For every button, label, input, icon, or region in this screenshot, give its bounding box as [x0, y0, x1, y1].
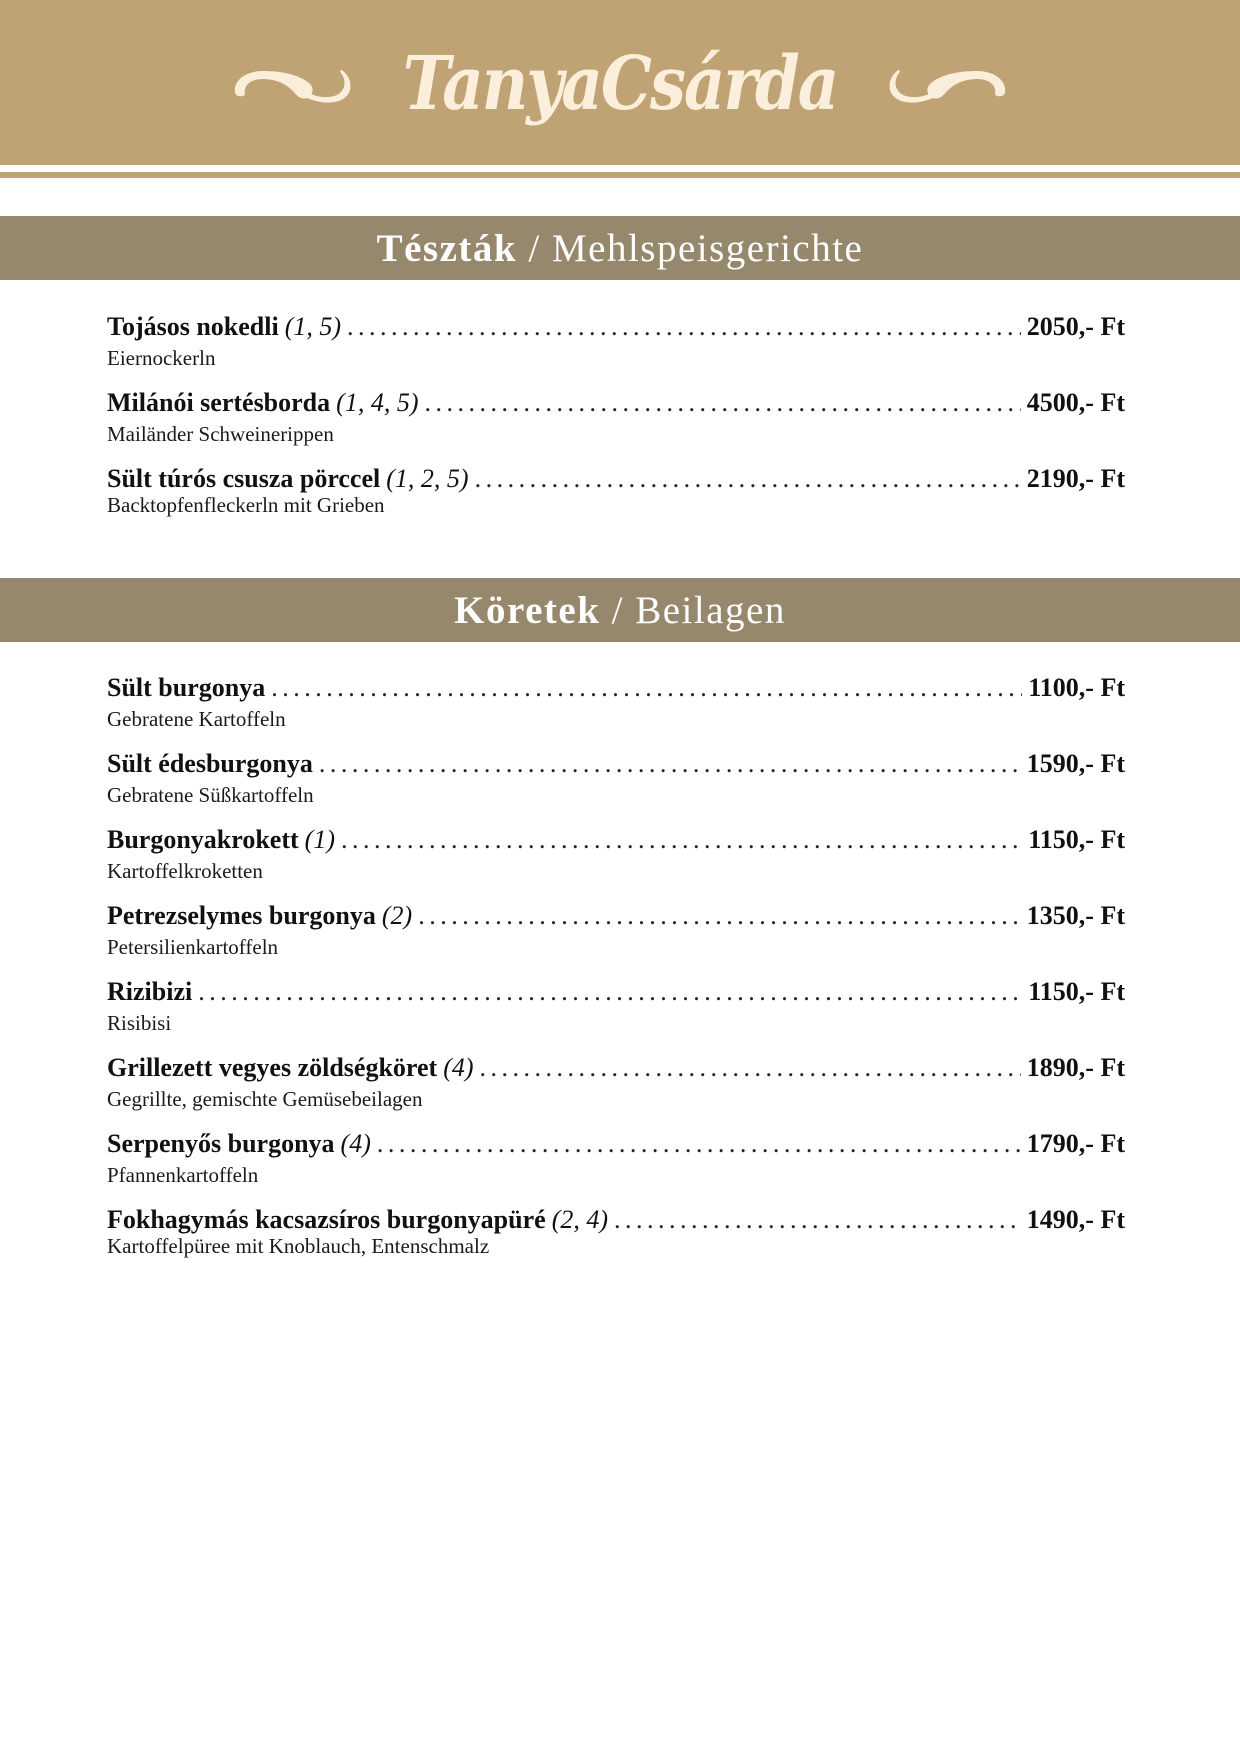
menu-item: [107, 673, 1125, 749]
menu-item: [107, 388, 1125, 464]
item-price: 1890,- Ft: [1026, 1053, 1125, 1082]
item-price: 2190,- Ft: [1026, 464, 1125, 493]
item-name: Milánói sertésborda: [107, 388, 331, 417]
item-price: 2050,- Ft: [1026, 312, 1125, 341]
flourish-icon: [231, 63, 355, 107]
item-translation: Gebratene Kartoffeln: [107, 707, 286, 731]
dot-leader: [198, 977, 1022, 1007]
dot-leader: [347, 312, 1021, 342]
section-title-hu: Köretek: [454, 588, 601, 632]
item-allergens: (4): [443, 1053, 474, 1082]
menu-item: [107, 977, 1125, 1053]
menu-list-sides: [107, 673, 1125, 1281]
item-price: 1350,- Ft: [1026, 901, 1125, 930]
dot-leader: [341, 825, 1022, 855]
header-divider: [0, 172, 1240, 178]
item-allergens: (1): [304, 825, 335, 854]
section-header-pasta: [0, 216, 1240, 280]
item-name: Grillezett vegyes zöldségköret: [107, 1053, 438, 1082]
item-allergens: (4): [340, 1129, 371, 1158]
menu-list-pasta: [107, 312, 1125, 540]
menu-item: [107, 749, 1125, 825]
dot-leader: [418, 901, 1021, 931]
item-translation: Petersilienkartoffeln: [107, 935, 279, 959]
dot-leader: [377, 1129, 1021, 1159]
dot-leader: [319, 749, 1021, 779]
item-allergens: (2): [381, 901, 413, 930]
menu-item: [107, 1129, 1125, 1205]
section-title-de: Beilagen: [635, 588, 786, 632]
item-translation: Mailänder Schweinerippen: [107, 422, 334, 446]
section-title-de: Mehlspeisgerichte: [551, 226, 864, 270]
brand-title: TanyaCsárda: [402, 41, 838, 128]
dot-leader: [271, 673, 1022, 703]
item-allergens: (1, 2, 5): [386, 464, 469, 493]
dot-leader: [480, 1053, 1021, 1083]
menu-item: [107, 1205, 1125, 1281]
item-translation: Eiernockerln: [107, 346, 216, 370]
item-price: 1490,- Ft: [1026, 1205, 1125, 1234]
item-translation: Backtopfenfleckerln mit Grieben: [107, 493, 385, 517]
item-translation: Risibisi: [107, 1011, 172, 1035]
section-title-separator: /: [600, 588, 636, 632]
item-name: Sült burgonya: [107, 673, 266, 702]
item-price: 4500,- Ft: [1026, 388, 1125, 417]
item-translation: Kartoffelpüree mit Knoblauch, Entenschmalz: [107, 1234, 490, 1258]
dot-leader: [614, 1205, 1021, 1235]
section-header-sides: [0, 578, 1240, 642]
item-price: 1100,- Ft: [1028, 673, 1125, 702]
menu-item: [107, 312, 1125, 388]
item-translation: Gegrillte, gemischte Gemüsebeilagen: [107, 1087, 423, 1111]
dot-leader: [475, 464, 1021, 494]
section-title-hu: Tészták: [376, 226, 518, 270]
brand-header: [0, 30, 1240, 140]
item-name: Sült édesburgonya: [107, 749, 313, 778]
item-price: 1150,- Ft: [1028, 977, 1125, 1006]
item-price: 1150,- Ft: [1028, 825, 1125, 854]
flourish-icon: [885, 63, 1009, 107]
item-translation: Pfannenkartoffeln: [107, 1163, 259, 1187]
item-translation: Gebratene Süßkartoffeln: [107, 783, 314, 807]
menu-item: [107, 1053, 1125, 1129]
item-name: Fokhagymás kacsazsíros burgonyapüré: [107, 1205, 546, 1234]
item-price: 1790,- Ft: [1026, 1129, 1125, 1158]
item-allergens: (2, 4): [551, 1205, 609, 1234]
item-name: Serpenyős burgonya: [107, 1129, 335, 1158]
item-name: Tojásos nokedli: [107, 312, 279, 341]
item-name: Petrezselymes burgonya: [107, 901, 376, 930]
item-name: Burgonyakrokett: [107, 825, 299, 854]
item-name: Rizibizi: [107, 977, 193, 1006]
menu-item: [107, 464, 1125, 540]
item-allergens: (1, 5): [284, 312, 342, 341]
item-translation: Kartoffelkroketten: [107, 859, 263, 883]
dot-leader: [424, 388, 1020, 418]
item-price: 1590,- Ft: [1026, 749, 1125, 778]
menu-item: [107, 825, 1125, 901]
item-allergens: (1, 4, 5): [336, 388, 419, 417]
item-name: Sült túrós csusza pörccel: [107, 464, 381, 493]
section-title-separator: /: [517, 226, 552, 270]
menu-item: [107, 901, 1125, 977]
